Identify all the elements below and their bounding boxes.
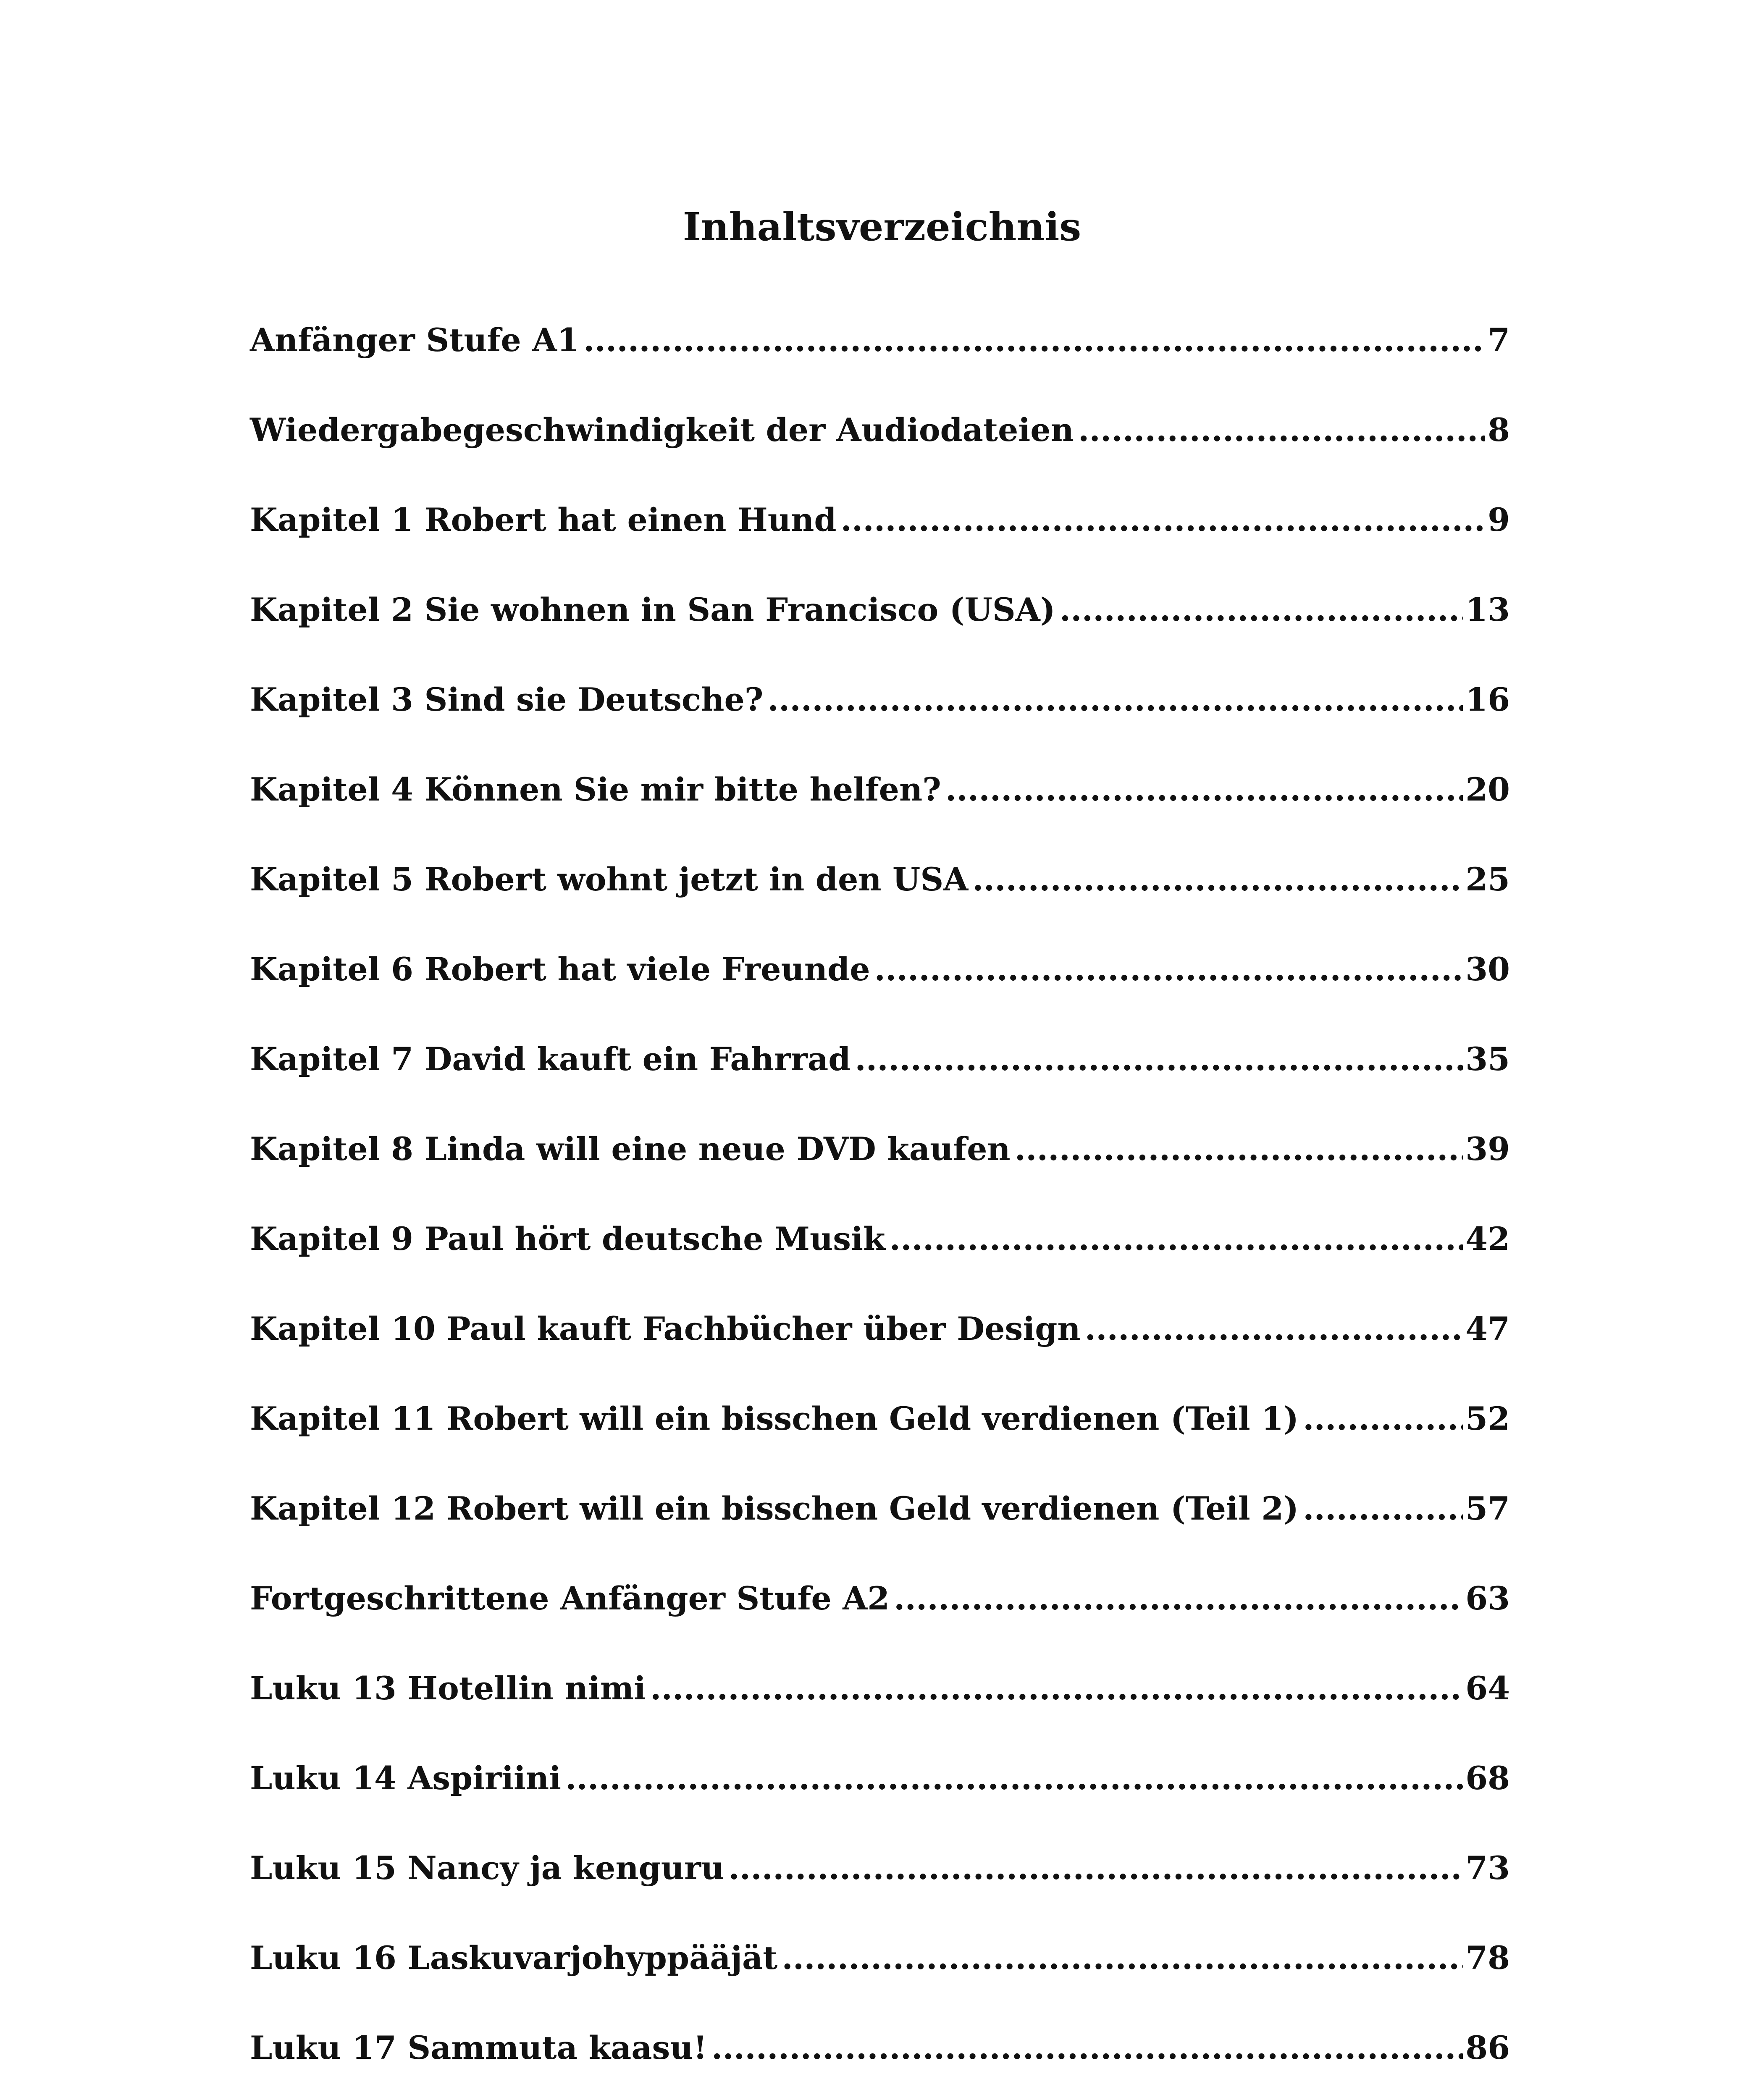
toc-entry-page: 42 (1465, 1220, 1510, 1257)
toc-entry-page: 16 (1465, 681, 1510, 718)
toc-entry-label: Luku 15 Nancy ja kenguru (250, 1849, 724, 1887)
toc-entry (250, 1302, 1510, 1391)
toc-entry-page: 39 (1465, 1130, 1510, 1168)
toc-entry-label: Wiedergabegeschwindigkeit der Audiodateien (250, 411, 1074, 449)
toc-entry-page: 47 (1465, 1310, 1510, 1347)
toc-entry (250, 2021, 1510, 2100)
toc-dot-leader (855, 1032, 1463, 1087)
toc-entry (250, 1661, 1510, 1751)
toc-entry-page: 9 (1488, 501, 1510, 538)
toc-entry (250, 762, 1510, 852)
toc-dot-leader (711, 2021, 1463, 2075)
toc-entry (250, 1751, 1510, 1841)
toc-dot-leader (945, 762, 1463, 817)
toc-dot-leader (728, 1841, 1463, 1895)
toc-entry-page: 30 (1465, 950, 1510, 988)
toc-entry-label: Luku 16 Laskuvarjohyppääjät (250, 1939, 778, 1977)
toc-dot-leader (1060, 583, 1463, 637)
toc-entry-page: 25 (1465, 861, 1510, 898)
toc-entry (250, 672, 1510, 762)
toc-entry-page: 13 (1465, 591, 1510, 628)
toc-dot-leader (972, 852, 1463, 907)
toc-entry-label: Kapitel 9 Paul hört deutsche Musik (250, 1220, 885, 1257)
toc-dot-leader (840, 493, 1485, 547)
toc-entry (250, 1931, 1510, 2021)
toc-entry (250, 942, 1510, 1032)
toc-entry-label: Kapitel 7 David kauft ein Fahrrad (250, 1040, 851, 1078)
toc-dot-leader (583, 313, 1485, 368)
toc-entry (250, 403, 1510, 493)
toc-entry (250, 313, 1510, 403)
toc-entry-label: Luku 14 Aspiriini (250, 1759, 561, 1797)
toc-entry-page: 63 (1465, 1580, 1510, 1617)
table-of-contents (250, 313, 1510, 2100)
toc-entry-page: 35 (1465, 1040, 1510, 1078)
toc-entry-label: Kapitel 5 Robert wohnt jetzt in den USA (250, 861, 969, 898)
toc-entry-label: Kapitel 11 Robert will ein bisschen Geld verdienen (Teil 1) (250, 1400, 1299, 1437)
toc-entry-page: 8 (1488, 411, 1510, 449)
toc-entry-label: Luku 17 Sammuta kaasu! (250, 2029, 707, 2066)
toc-dot-leader (890, 1212, 1463, 1266)
page-title: Inhaltsverzeichnis (682, 204, 1082, 249)
toc-dot-leader (767, 672, 1463, 727)
toc-entry (250, 1571, 1510, 1661)
toc-entry-label: Kapitel 3 Sind sie Deutsche? (250, 681, 764, 718)
toc-entry-label: Anfänger Stufe A1 (250, 321, 580, 359)
toc-entry-label: Kapitel 8 Linda will eine neue DVD kaufen (250, 1130, 1011, 1168)
toc-entry (250, 1481, 1510, 1571)
toc-entry (250, 493, 1510, 583)
toc-dot-leader (1078, 403, 1485, 457)
toc-entry-page: 73 (1465, 1849, 1510, 1887)
toc-entry-page: 78 (1465, 1939, 1510, 1977)
toc-entry-label: Kapitel 2 Sie wohnen in San Francisco (USA) (250, 591, 1055, 628)
toc-entry-page: 68 (1465, 1759, 1510, 1797)
toc-entry-page: 64 (1465, 1670, 1510, 1707)
toc-dot-leader (565, 1751, 1463, 1806)
toc-entry-label: Kapitel 6 Robert hat viele Freunde (250, 950, 870, 988)
toc-dot-leader (1015, 1122, 1463, 1176)
toc-entry (250, 852, 1510, 942)
toc-entry-label: Luku 13 Hotellin nimi (250, 1670, 646, 1707)
toc-entry-page: 86 (1465, 2029, 1510, 2066)
toc-entry (250, 1391, 1510, 1481)
toc-dot-leader (894, 1571, 1463, 1626)
toc-entry-label: Fortgeschrittene Anfänger Stufe A2 (250, 1580, 890, 1617)
toc-dot-leader (874, 942, 1463, 997)
toc-entry (250, 583, 1510, 672)
toc-dot-leader (1085, 1302, 1463, 1356)
toc-dot-leader (782, 1931, 1463, 1985)
toc-entry (250, 1841, 1510, 1931)
toc-entry (250, 1032, 1510, 1122)
toc-entry (250, 1212, 1510, 1302)
toc-entry (250, 1122, 1510, 1212)
toc-dot-leader (650, 1661, 1463, 1716)
toc-dot-leader (1303, 1391, 1463, 1446)
toc-entry-page: 7 (1488, 321, 1510, 359)
toc-entry-label: Kapitel 4 Können Sie mir bitte helfen? (250, 771, 941, 808)
toc-entry-page: 52 (1465, 1400, 1510, 1437)
toc-dot-leader (1303, 1481, 1463, 1536)
toc-entry-page: 57 (1465, 1490, 1510, 1527)
toc-entry-label: Kapitel 1 Robert hat einen Hund (250, 501, 837, 538)
toc-entry-page: 20 (1465, 771, 1510, 808)
toc-entry-label: Kapitel 12 Robert will ein bisschen Geld verdienen (Teil 2) (250, 1490, 1299, 1527)
toc-entry-label: Kapitel 10 Paul kauft Fachbücher über Design (250, 1310, 1081, 1347)
